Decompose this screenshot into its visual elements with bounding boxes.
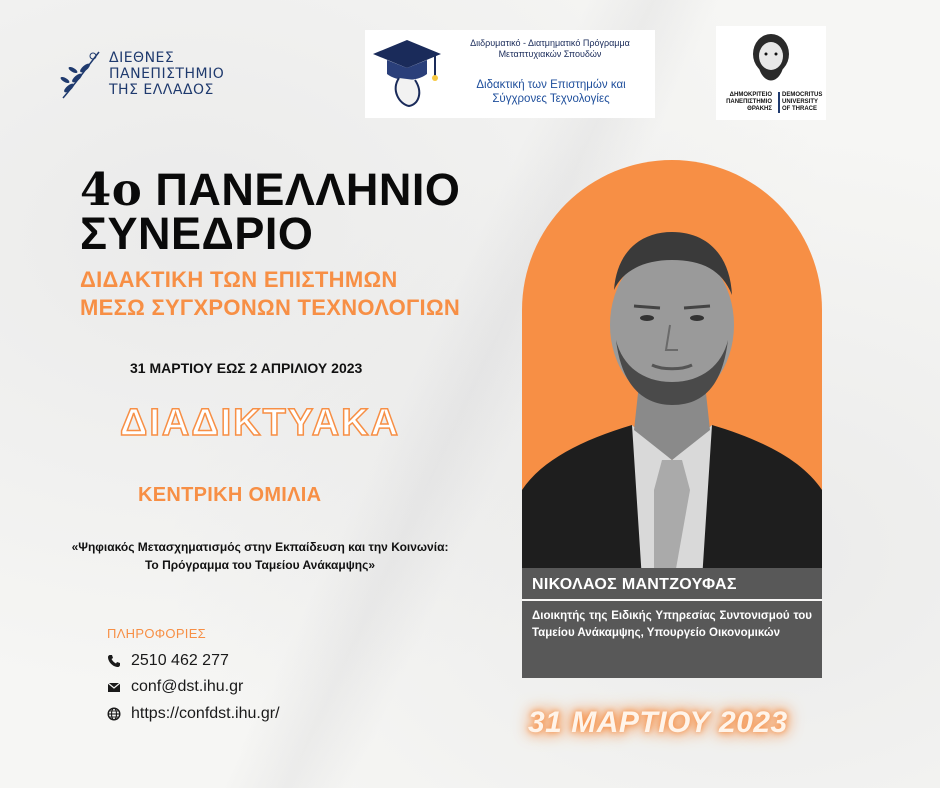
subtitle-line-1: ΔΙΔΑΚΤΙΚΗ ΤΩΝ ΕΠΙΣΤΗΜΩΝ: [80, 267, 398, 292]
website-row[interactable]: [107, 705, 280, 723]
conference-ordinal: 4ο: [80, 163, 143, 216]
duth-en-2: UNIVERSITY: [782, 99, 819, 105]
ihu-line-1: ΔΙΕΘΝΕΣ: [109, 50, 175, 66]
ihu-line-3: ΤΗΣ ΕΛΛΑΔΟΣ: [109, 82, 214, 98]
olive-branch-icon: [55, 46, 105, 102]
phone-row: [107, 652, 229, 670]
phone-icon: [107, 654, 121, 668]
msc-program-logo: [365, 30, 655, 118]
speaker-role: Διοικητής της Ειδικής Υπηρεσίας Συντονισμού του Ταμείου Ανάκαμψης, Υπουργείο Οικονομικών: [532, 610, 812, 639]
subtitle-line-2: ΜΕΣΩ ΣΥΓΧΡΟΝΩΝ ΤΕΧΝΟΛΟΓΙΩΝ: [80, 295, 461, 320]
duth-gr-2: ΠΑΝΕΠΙΣΤΗΜΙΟ: [726, 99, 772, 105]
keynote-label: ΚΕΝΤΡΙΚΗ ΟΜΙΛΙΑ: [138, 484, 322, 506]
conference-title-line-1: [80, 163, 461, 216]
phone-number: 2510 462 277: [131, 652, 229, 669]
online-mode-label: ΔΙΑΔΙΚΤΥΑΚΑ: [120, 402, 401, 444]
keynote-title-line-2: Το Πρόγραμμα του Ταμείου Ανάκαμψης»: [144, 558, 376, 572]
info-heading: ΠΛΗΡΟΦΟΡΙΕΣ: [107, 626, 207, 641]
ihu-line-2: ΠΑΝΕΠΙΣΤΗΜΙΟ: [109, 66, 225, 82]
duth-en-1: DEMOCRITUS: [782, 92, 823, 98]
website-link[interactable]: https://confdst.ihu.gr/: [131, 705, 280, 722]
speaker-portrait: [522, 160, 822, 580]
msc-line-2: Μεταπτυχιακών Σπουδών: [498, 49, 602, 59]
conference-subtitle: [80, 266, 460, 322]
nameplate-divider: [522, 599, 822, 601]
conference-title-line-2: ΣΥΝΕΔΡΙΟ: [80, 208, 314, 259]
graduation-cap-icon: [369, 34, 449, 114]
conference-dates: 31 ΜΑΡΤΙΟΥ ΕΩΣ 2 ΑΠΡΙΛΙΟΥ 2023: [130, 360, 363, 376]
msc-line-1: Διιδρυματικό - Διατμηματικό Πρόγραμμα: [470, 38, 630, 48]
msc-line-3: Διδακτική των Επιστημών και: [476, 79, 626, 91]
keynote-title: [20, 538, 500, 574]
speaker-portrait-frame: [522, 160, 822, 580]
duth-gr-3: ΘΡΑΚΗΣ: [747, 106, 772, 112]
globe-icon: [107, 707, 121, 721]
email-link[interactable]: conf@dst.ihu.gr: [131, 678, 244, 695]
speaker-date: 31 ΜΑΡΤΙΟΥ 2023: [528, 706, 788, 739]
msc-line-4: Σύγχρονες Τεχνολογίες: [492, 93, 610, 105]
keynote-title-line-1: «Ψηφιακός Μετασχηματισμός στην Εκπαίδευση και την Κοινωνία:: [71, 540, 449, 554]
ihu-logo: [55, 44, 255, 104]
duth-gr-1: ΔΗΜΟΚΡΙΤΕΙΟ: [729, 92, 772, 98]
democritus-head-icon: [744, 30, 798, 90]
email-row[interactable]: [107, 678, 243, 696]
envelope-icon: [107, 680, 121, 694]
conference-title-word-1: ΠΑΝΕΛΛΗΝΙΟ: [155, 164, 461, 215]
duth-logo: [716, 26, 826, 120]
speaker-name: ΝΙΚΟΛΑΟΣ ΜΑΝΤΖΟΥΦΑΣ: [532, 576, 737, 593]
speaker-nameplate: [522, 568, 822, 678]
duth-en-3: OF THRACE: [782, 106, 817, 112]
